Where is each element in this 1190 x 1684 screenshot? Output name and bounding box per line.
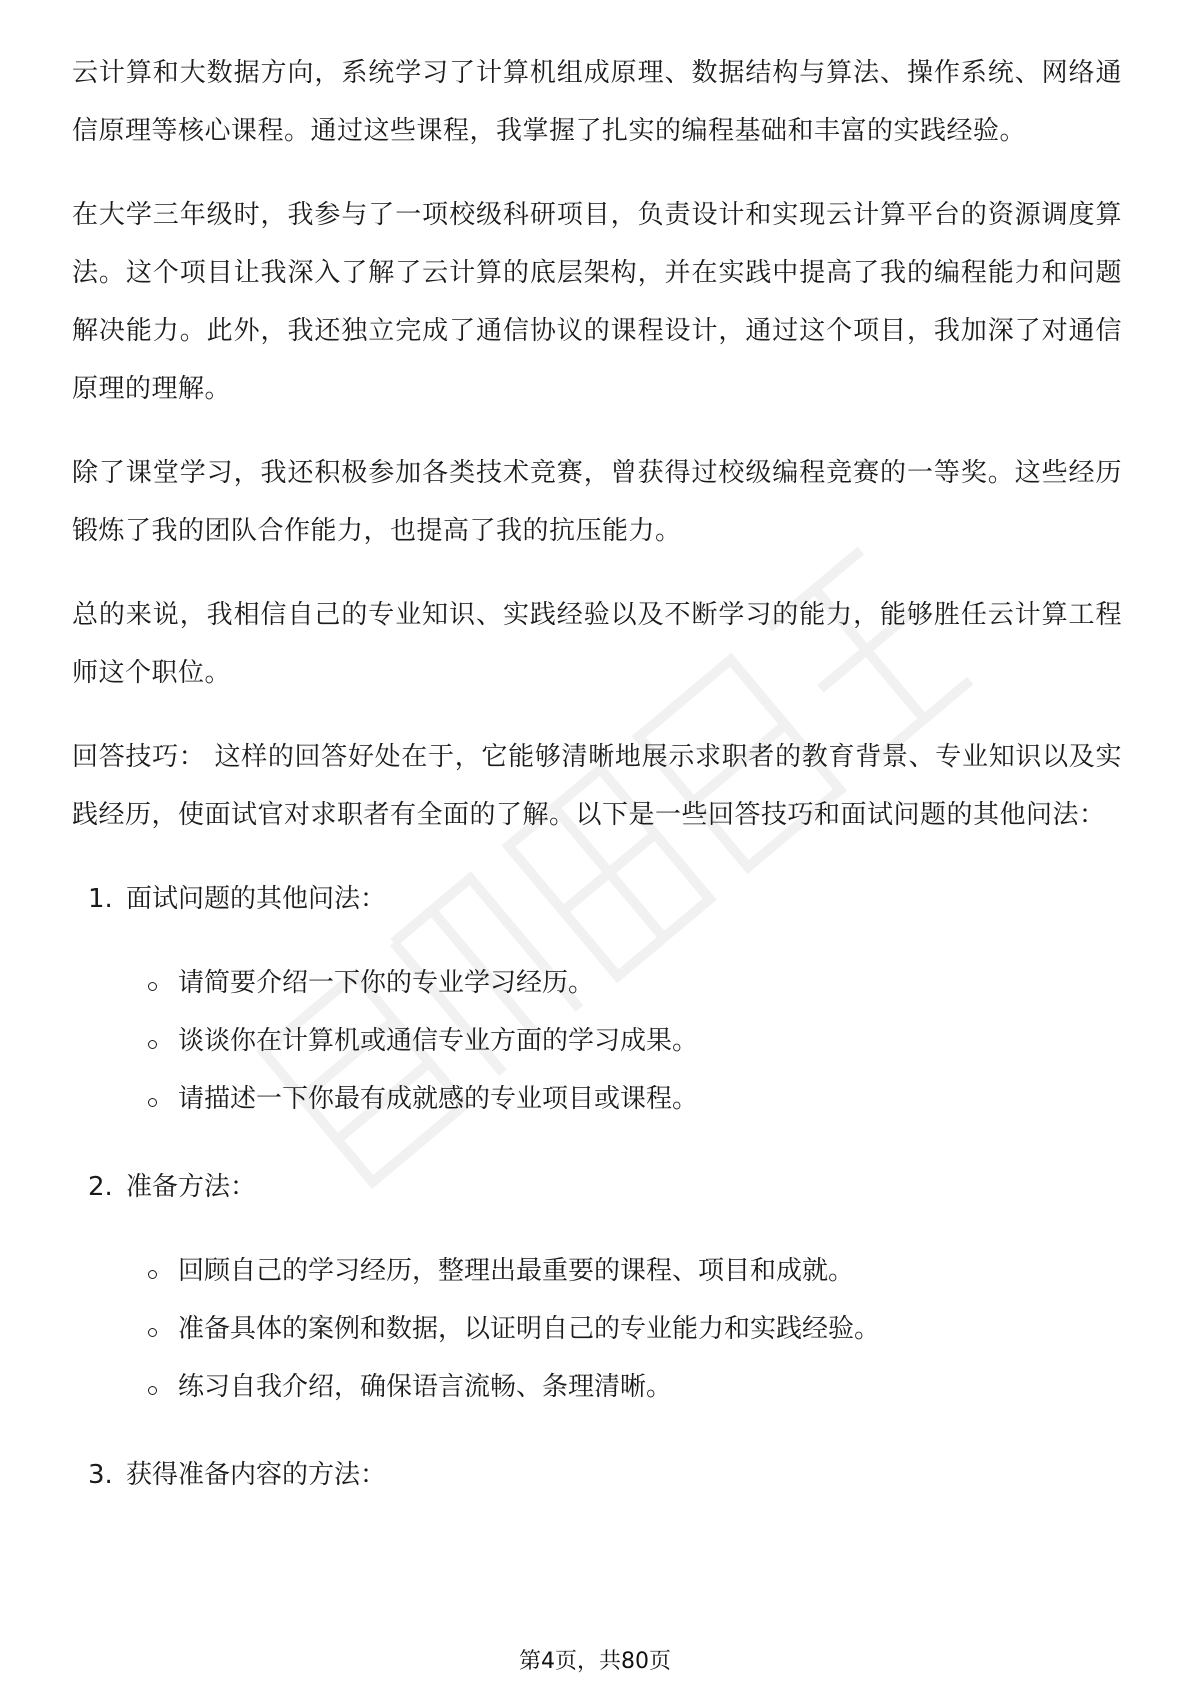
list-item: 练习自我介绍，确保语言流畅、条理清晰。 bbox=[72, 1358, 1122, 1416]
hollow-bullet-icon bbox=[148, 1328, 157, 1337]
list-item: 回顾自己的学习经历，整理出最重要的课程、项目和成就。 bbox=[72, 1242, 1122, 1300]
list-item: 谈谈你在计算机或通信专业方面的学习成果。 bbox=[72, 1012, 1122, 1070]
paragraph-research-project: 在大学三年级时，我参与了一项校级科研项目，负责设计和实现云计算平台的资源调度算法。这个项目让我深入了解了云计算的底层架构，并在实践中提高了我的编程能力和问题解决能力。此外，我还独立完成了通信协议的课程设计，通过这个项目，我加深了对通信原理的理解。 bbox=[72, 200, 1122, 404]
paragraph-answer-tips: 回答技巧： 这样的回答好处在于，它能够清晰地展示求职者的教育背景、专业知识以及实践经历，使面试官对求职者有全面的了解。以下是一些回答技巧和面试问题的其他问法： bbox=[72, 742, 1122, 830]
document-body bbox=[72, 44, 1122, 1504]
hollow-bullet-icon bbox=[148, 1270, 157, 1279]
list-item: 请描述一下你最有成就感的专业项目或课程。 bbox=[72, 1070, 1122, 1128]
section-heading-content-sources bbox=[72, 1446, 1122, 1504]
section-number: 3. bbox=[88, 1460, 113, 1490]
section-number: 1. bbox=[88, 884, 113, 914]
section-title: 准备方法： bbox=[126, 1172, 257, 1202]
section-title: 获得准备内容的方法： bbox=[126, 1460, 387, 1490]
hollow-bullet-icon bbox=[148, 982, 157, 991]
section-heading-preparation bbox=[72, 1158, 1122, 1216]
section-title: 面试问题的其他问法： bbox=[126, 884, 387, 914]
hollow-bullet-icon bbox=[148, 1386, 157, 1395]
paragraph-summary: 总的来说，我相信自己的专业知识、实践经验以及不断学习的能力，能够胜任云计算工程师这个职位。 bbox=[72, 600, 1122, 688]
page-number-footer: 第4页，共80页 bbox=[519, 1649, 671, 1674]
hollow-bullet-icon bbox=[148, 1098, 157, 1107]
list-item: 请简要介绍一下你的专业学习经历。 bbox=[72, 954, 1122, 1012]
list-item: 准备具体的案例和数据，以证明自己的专业能力和实践经验。 bbox=[72, 1300, 1122, 1358]
bullet-list-alternative-questions bbox=[72, 954, 1122, 1128]
paragraph-intro-continued: 云计算和大数据方向，系统学习了计算机组成原理、数据结构与算法、操作系统、网络通信原理等核心课程。通过这些课程，我掌握了扎实的编程基础和丰富的实践经验。 bbox=[72, 58, 1122, 146]
paragraph-competitions: 除了课堂学习，我还积极参加各类技术竞赛，曾获得过校级编程竞赛的一等奖。这些经历锻炼了我的团队合作能力，也提高了我的抗压能力。 bbox=[72, 458, 1122, 546]
bullet-list-preparation bbox=[72, 1242, 1122, 1416]
section-heading-alternative-questions bbox=[72, 870, 1122, 928]
hollow-bullet-icon bbox=[148, 1040, 157, 1049]
section-number: 2. bbox=[88, 1172, 113, 1202]
